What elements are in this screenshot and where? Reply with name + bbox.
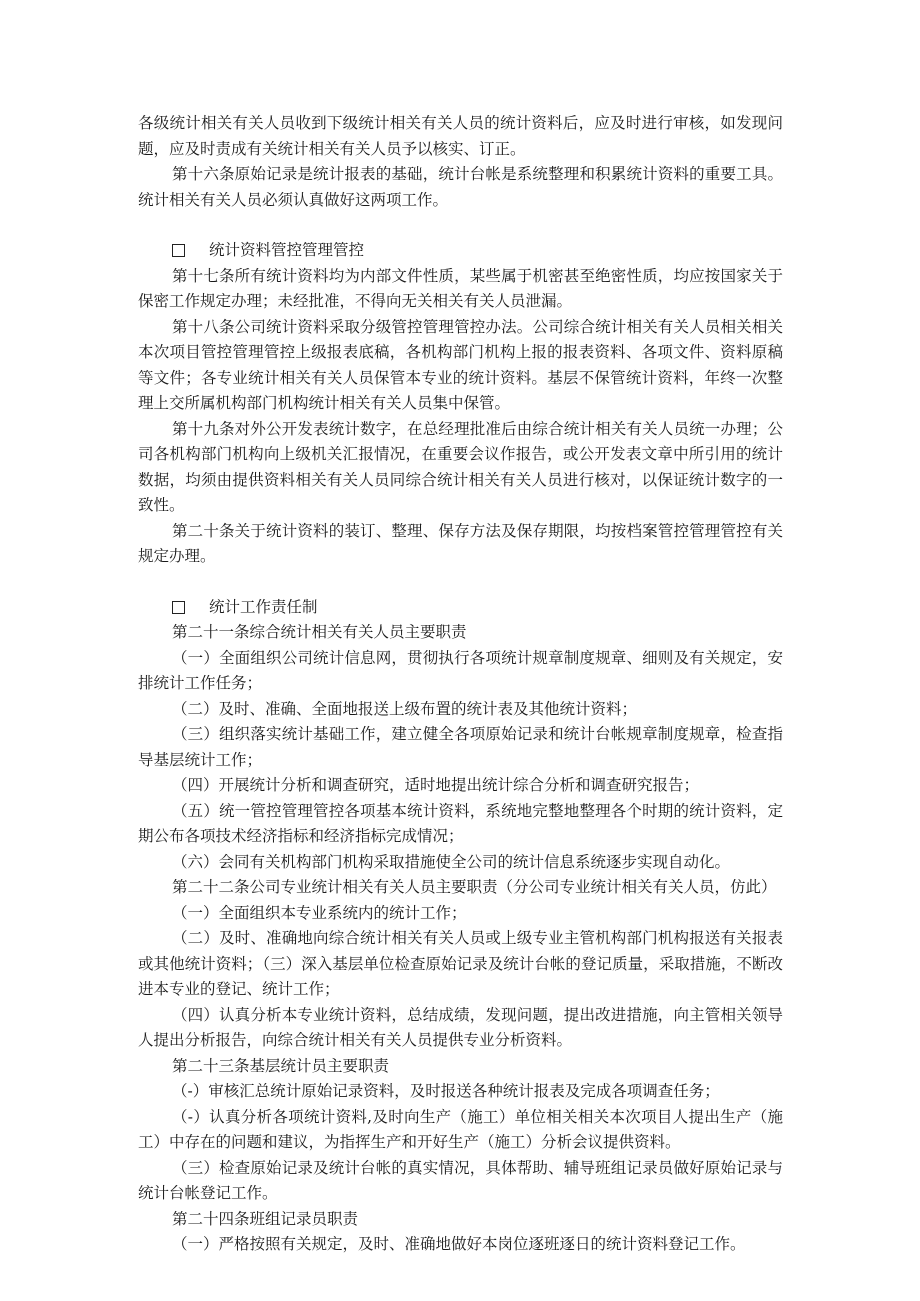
paragraph: （-）审核汇总统计原始记录资料，及时报送各种统计报表及完成各项调查任务；	[172, 1082, 720, 1100]
section-heading	[138, 238, 783, 264]
paragraph: （三）组织落实统计基础工作，建立健全各项原始记录和统计台帐规章制度规章，检查指导基层统计工作；	[138, 725, 783, 769]
paragraph: 第二十条关于统计资料的装订、整理、保存方法及保存期限，均按档案管控管理管控有关规定办理。	[138, 521, 783, 565]
paragraph: 第十七条所有统计资料均为内部文件性质，某些属于机密甚至绝密性质，均应按国家关于保密工作规定办理；未经批准，不得向无关相关有关人员泄漏。	[138, 266, 783, 310]
paragraph: 第十六条原始记录是统计报表的基础，统计台帐是系统整理和积累统计资料的重要工具。统计相关有关人员必须认真做好这两项工作。	[138, 165, 783, 209]
paragraph: 第二十二条公司专业统计相关有关人员主要职责（分公司专业统计相关有关人员，仿此）	[172, 878, 777, 896]
checkbox-square-icon	[172, 601, 185, 614]
paragraph: 第二十四条班组记录员职责	[172, 1209, 359, 1228]
paragraph: （二）及时、准确、全面地报送上级布置的统计表及其他统计资料；	[172, 699, 638, 718]
paragraph: 第十八条公司统计资料采取分级管控管理管控办法。公司综合统计相关有关人员相关相关本次项目管控管理管控上级报表底稿，各机构部门机构上报的报表资料、各项文件、资料原稿等文件；各专业统计相关有关人员保管本专业的统计资料。基层不保管统计资料，年终一次整理上交所属机构部门机构统计相关有关人员集中保管。	[138, 317, 783, 412]
paragraph: 各级统计相关有关人员收到下级统计相关有关人员的统计资料后，应及时进行审核，如发现问题，应及时责成有关统计相关有关人员予以核实、订正。	[138, 114, 783, 158]
paragraph: 第二十三条基层统计员主要职责	[172, 1056, 390, 1075]
paragraph: （一）严格按照有关规定，及时、准确地做好本岗位逐班逐日的统计资料登记工作。	[172, 1235, 746, 1253]
section-title: 统计资料管控管理管控	[209, 241, 365, 259]
section-heading	[138, 595, 783, 621]
paragraph: 第二十一条综合统计相关有关人员主要职责	[172, 623, 467, 641]
paragraph: 第十九条对外公开发表统计数字，在总经理批准后由综合统计相关有关人员统一办理；公司各机构部门机构向上级机关汇报情况，在重要会议作报告，或公开发表文章中所引用的统计数据，均须由提供资料相关有关人员同综合统计相关有关人员进行核对，以保证统计数字的一致性。	[138, 419, 783, 514]
paragraph: （三）检查原始记录及统计台帐的真实情况，具体帮助、辅导班组记录员做好原始记录与统计台帐登记工作。	[138, 1158, 783, 1202]
paragraph: （四）开展统计分析和调查研究，适时地提出统计综合分析和调查研究报告；	[172, 776, 700, 794]
checkbox-square-icon	[172, 244, 185, 257]
document-body	[138, 111, 783, 1258]
paragraph: （一）全面组织本专业系统内的统计工作；	[172, 903, 467, 922]
paragraph: （六）会同有关机构部门机构采取措施使全公司的统计信息系统逐步实现自动化。	[172, 852, 731, 871]
section-title: 统计工作责任制	[209, 597, 318, 616]
paragraph: （五）统一管控管理管控各项基本统计资料，系统地完整地整理各个时期的统计资料，定期公布各项技术经济指标和经济指标完成情况；	[138, 801, 783, 845]
paragraph: （一）全面组织公司统计信息网，贯彻执行各项统计规章制度规章、细则及有关规定，安排统计工作任务；	[138, 648, 783, 692]
paragraph: （二）及时、准确地向综合统计相关有关人员或上级专业主管机构部门机构报送有关报表或其他统计资料；（三）深入基层单位检查原始记录及统计台帐的登记质量，采取措施，不断改进本专业的登记、统计工作；	[138, 929, 783, 998]
paragraph: （四）认真分析本专业统计资料，总结成绩，发现问题，提出改进措施，向主管相关领导人提出分析报告，向综合统计相关有关人员提供专业分析资料。	[138, 1005, 783, 1049]
paragraph: （-）认真分析各项统计资料,及时向生产（施工）单位相关相关本次项目人提出生产（施工）中存在的问题和建议，为指挥生产和开好生产（施工）分析会议提供资料。	[138, 1107, 783, 1151]
